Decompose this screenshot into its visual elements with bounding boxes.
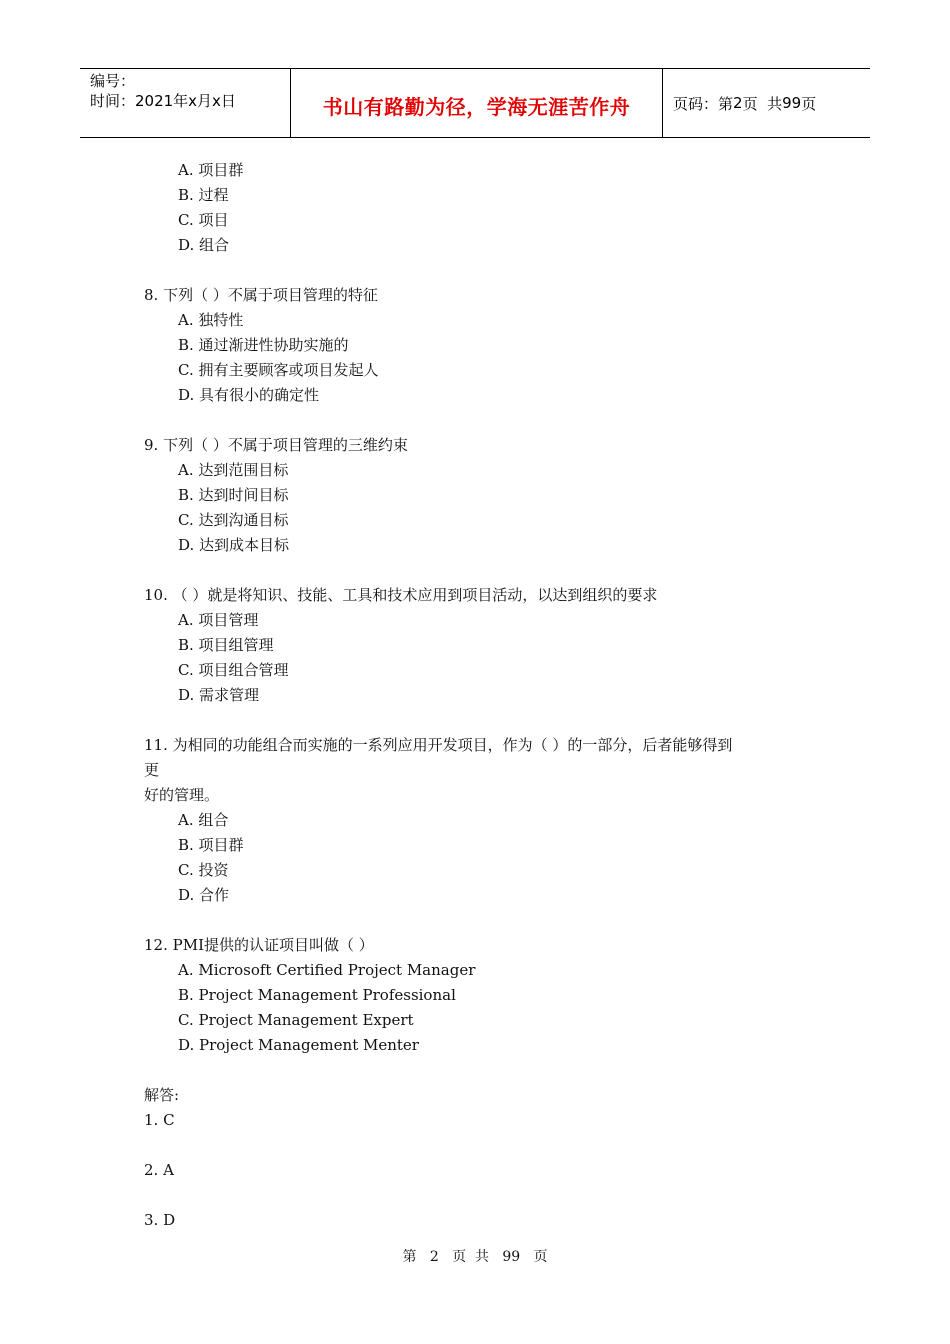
header-page-middle: 页 共 [742,94,783,113]
option-item: D. 达到成本目标 [178,536,290,554]
footer-page-prefix: 第 [402,1249,417,1265]
option-item: C. 项目 [178,211,229,229]
question-text: 12. PMI提供的认证项目叫做（ ） [144,936,374,954]
document-time-label: 时间：2021年x月x日 [90,92,236,110]
option-item: D. 具有很小的确定性 [178,386,320,404]
answer-item: 1. C [144,1111,175,1129]
question-text: 8. 下列（ ）不属于项目管理的特征 [144,286,378,304]
option-item: B. 达到时间目标 [178,486,289,504]
header-page-indicator [663,69,870,137]
answers-title: 解答: [144,1086,180,1104]
header-page-suffix: 页 [801,94,817,113]
header-meta [80,69,291,137]
option-item: A. 项目管理 [178,611,259,629]
option-item: C. 拥有主要顾客或项目发起人 [178,361,379,379]
footer-page-total: 99 [502,1249,521,1265]
option-item: C. 达到沟通目标 [178,511,289,529]
document-number-label: 编号： [90,72,136,90]
question-text: 10. （ ）就是将知识、技能、工具和技术应用到项目活动，以达到组织的要求 [144,586,658,604]
option-item: A. 项目群 [178,161,244,179]
question-text-continued: 好的管理。 [144,786,220,804]
option-item: B. 通过渐进性协助实施的 [178,336,349,354]
answer-item: 2. A [144,1161,174,1179]
footer-page-suffix: 页 [533,1249,548,1265]
header-slogan: 书山有路勤为径，学海无涯苦作舟 [291,69,663,137]
option-item: A. 独特性 [178,311,244,329]
header-page-current: 2 [733,94,743,112]
question-text-continued: 更 [144,761,160,779]
question-text: 11. 为相同的功能组合而实施的一系列应用开发项目，作为（ ）的一部分，后者能够得到 [144,736,733,754]
footer-page-current: 2 [429,1249,439,1265]
answer-item: 3. D [144,1211,176,1229]
option-item: C. Project Management Expert [178,1011,414,1029]
question-text: 9. 下列（ ）不属于项目管理的三维约束 [144,436,408,454]
option-item: A. 达到范围目标 [178,461,289,479]
page-header [80,68,870,138]
option-item: C. 投资 [178,861,229,879]
option-item: A. Microsoft Certified Project Manager [178,961,476,979]
document-body [144,158,824,1233]
option-item: B. 项目组管理 [178,636,274,654]
header-page-prefix: 页码：第 [673,94,734,113]
option-item: D. 组合 [178,236,230,254]
option-item: D. Project Management Menter [178,1036,419,1054]
option-item: D. 合作 [178,886,230,904]
option-item: A. 组合 [178,811,229,829]
option-item: B. Project Management Professional [178,986,456,1004]
option-item: B. 过程 [178,186,229,204]
page-footer [0,1246,950,1266]
option-item: B. 项目群 [178,836,244,854]
option-item: C. 项目组合管理 [178,661,289,679]
option-item: D. 需求管理 [178,686,260,704]
header-page-total: 99 [782,94,802,112]
footer-page-middle: 页 共 [452,1249,489,1265]
